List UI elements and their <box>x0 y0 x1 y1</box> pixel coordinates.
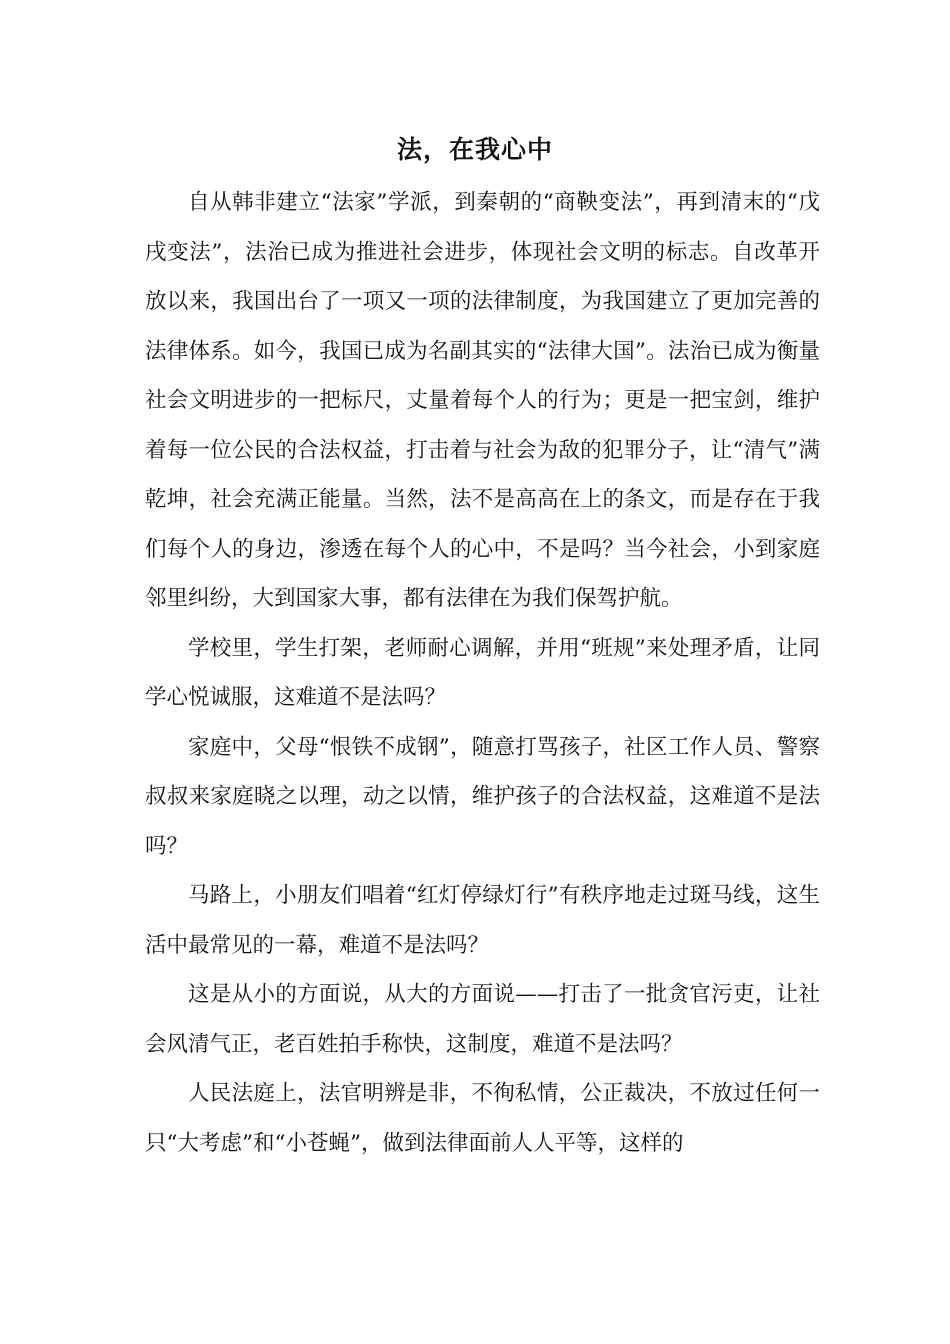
document-body <box>145 178 820 1168</box>
paragraph: 人民法庭上，法官明辨是非，不徇私情，公正裁决，不放过任何一只“大考虑”和“小苍蝇”，做到法律面前人人平等，这样的 <box>145 1081 820 1156</box>
paragraph: 学校里，学生打架，老师耐心调解，并用“班规”来处理矛盾，让同学心悦诚服，这难道不是法吗？ <box>145 635 820 710</box>
paragraph: 这是从小的方面说，从大的方面说——打击了一批贪官污吏，让社会风清气正，老百姓拍手称快，这制度，难道不是法吗？ <box>145 982 820 1057</box>
paragraph: 马路上，小朋友们唱着“红灯停绿灯行”有秩序地走过斑马线，这生活中最常见的一幕，难道不是法吗？ <box>145 883 820 958</box>
paragraph: 家庭中，父母“恨铁不成钢”，随意打骂孩子，社区工作人员、警察叔叔来家庭晓之以理，动之以情，维护孩子的合法权益，这难道不是法吗？ <box>145 734 820 859</box>
page-title: 法，在我心中 <box>396 135 553 164</box>
paragraph: 自从韩非建立“法家”学派，到秦朝的“商鞅变法”，再到清末的“戊戌变法”，法治已成为推进社会进步，体现社会文明的标志。自改革开放以来，我国出台了一项又一项的法律制度，为我国建立了更加完善的法律体系。如今，我国已成为名副其实的“法律大国”。法治已成为衡量社会文明进步的一把标尺，丈量着每个人的行为；更是一把宝剑，维护着每一位公民的合法权益，打击着与社会为敌的犯罪分子，让“清气”满乾坤，社会充满正能量。当然，法不是高高在上的条文，而是存在于我们每个人的身边，渗透在每个人的心中，不是吗？当今社会，小到家庭邻里纠纷，大到国家大事，都有法律在为我们保驾护航。 <box>145 190 820 611</box>
